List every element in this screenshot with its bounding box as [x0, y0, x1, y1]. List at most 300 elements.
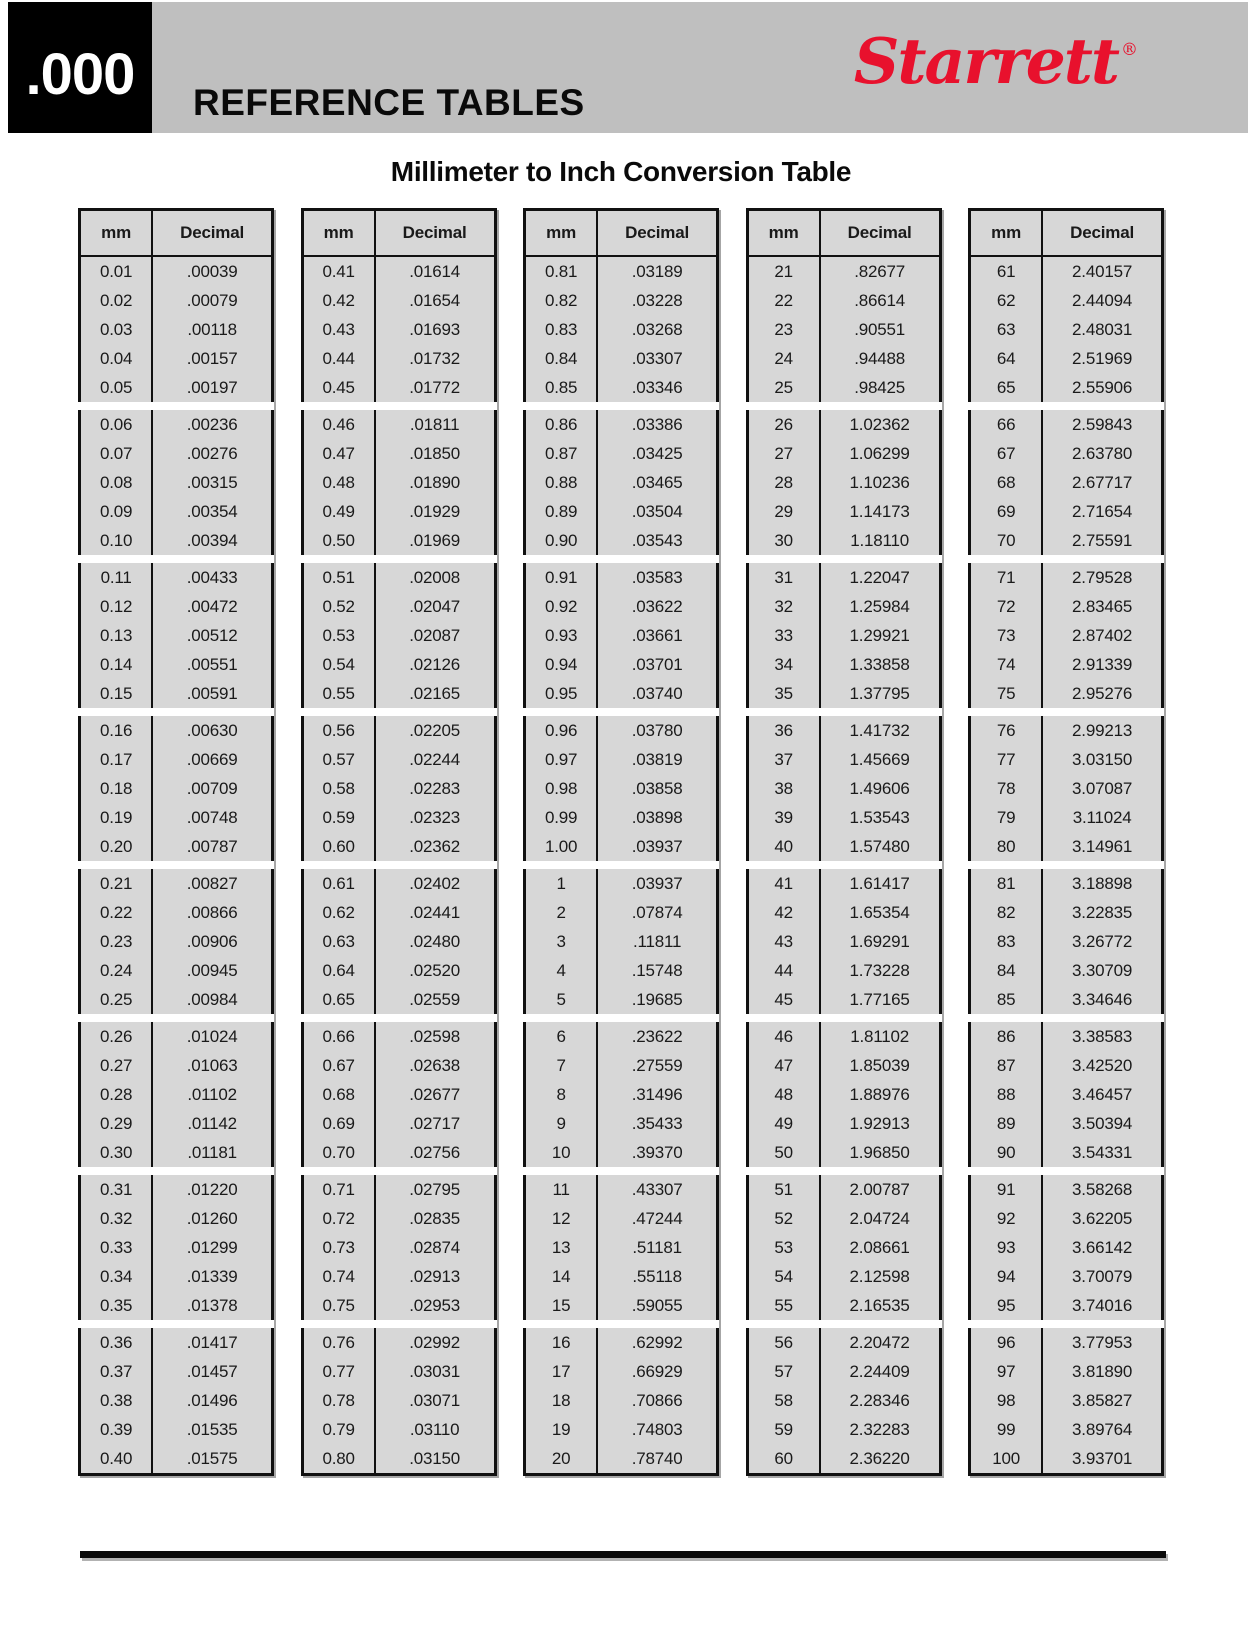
- table-row: [81, 1233, 271, 1262]
- decimal-value: 2.95276: [1072, 683, 1133, 703]
- decimal-value: .03386: [631, 414, 683, 434]
- table-row: [526, 1022, 716, 1051]
- table-row: [526, 832, 716, 861]
- mm-value: 0.54: [304, 650, 376, 679]
- table-row: [81, 898, 271, 927]
- mm-value: 0.31: [81, 1175, 153, 1204]
- table-row: [81, 563, 271, 592]
- mm-value: 30: [749, 526, 821, 555]
- decimal-value: .01378: [186, 1295, 238, 1315]
- column-header-mm: mm: [526, 211, 598, 255]
- mm-value: 0.24: [81, 956, 153, 985]
- table-row: [304, 650, 494, 679]
- table-row: [526, 410, 716, 439]
- column-header-decimal: Decimal: [625, 223, 689, 242]
- mm-value: 89: [971, 1109, 1043, 1138]
- decimal-value: .03661: [631, 625, 683, 645]
- table-row: [81, 679, 271, 708]
- decimal-value: 1.37795: [849, 683, 910, 703]
- decimal-value: .00591: [186, 683, 238, 703]
- table-row: [304, 869, 494, 898]
- table-row: [304, 985, 494, 1014]
- decimal-value: .00630: [186, 720, 238, 740]
- mm-value: 10: [526, 1138, 598, 1167]
- table-row: [81, 439, 271, 468]
- decimal-value: .03189: [631, 261, 683, 281]
- decimal-value: .00472: [186, 596, 238, 616]
- decimal-value: .82677: [854, 261, 905, 281]
- table-row: [971, 774, 1161, 803]
- mm-value: 14: [526, 1262, 598, 1291]
- decimal-value: 3.46457: [1072, 1084, 1133, 1104]
- decimal-value: 2.44094: [1072, 290, 1133, 310]
- mm-value: 5: [526, 985, 598, 1014]
- group-separator: [746, 1014, 942, 1022]
- mm-value: 73: [971, 621, 1043, 650]
- mm-value: 0.45: [304, 373, 376, 402]
- table-row: [81, 1415, 271, 1444]
- table-row: [304, 286, 494, 315]
- decimal-value: 1.02362: [849, 414, 910, 434]
- mm-value: 0.42: [304, 286, 376, 315]
- decimal-value: .00945: [186, 960, 238, 980]
- mm-value: 0.14: [81, 650, 153, 679]
- decimal-value: 2.36220: [849, 1448, 910, 1468]
- mm-value: 44: [749, 956, 821, 985]
- table-row: [526, 1415, 716, 1444]
- table-row: [81, 1328, 271, 1357]
- table-row: [304, 1138, 494, 1167]
- registered-trademark-symbol: ®: [1121, 40, 1138, 60]
- mm-value: 76: [971, 716, 1043, 745]
- table-row: [304, 373, 494, 402]
- table-row: [749, 563, 939, 592]
- decimal-value: .02795: [409, 1179, 460, 1199]
- decimal-value: .00984: [186, 989, 238, 1009]
- mm-value: 0.08: [81, 468, 153, 497]
- mm-value: 82: [971, 898, 1043, 927]
- decimal-value: .03307: [631, 348, 683, 368]
- column-header-mm: mm: [971, 211, 1043, 255]
- table-row: [971, 1051, 1161, 1080]
- decimal-value: 3.85827: [1072, 1390, 1133, 1410]
- decimal-value: .00433: [186, 567, 238, 587]
- mm-value: 0.11: [81, 563, 153, 592]
- decimal-value: 1.22047: [849, 567, 910, 587]
- decimal-value: .39370: [631, 1142, 683, 1162]
- table-row: [81, 1204, 271, 1233]
- table-row: [749, 344, 939, 373]
- table-row: [304, 1022, 494, 1051]
- mm-value: 55: [749, 1291, 821, 1320]
- decimal-value: 3.77953: [1072, 1332, 1133, 1352]
- decimal-value: .01220: [186, 1179, 238, 1199]
- decimal-value: 2.20472: [849, 1332, 910, 1352]
- table-row: [526, 745, 716, 774]
- group-separator: [301, 1014, 497, 1022]
- mm-value: 0.28: [81, 1080, 153, 1109]
- table-row: [81, 774, 271, 803]
- table-row: [971, 1328, 1161, 1357]
- decimal-value: .00827: [186, 873, 238, 893]
- mm-value: 0.19: [81, 803, 153, 832]
- decimal-value: .03543: [631, 530, 683, 550]
- mm-value: 0.72: [304, 1204, 376, 1233]
- decimal-value: .86614: [854, 290, 905, 310]
- table-row: [971, 497, 1161, 526]
- decimal-value: .01299: [186, 1237, 238, 1257]
- mm-value: 0.36: [81, 1328, 153, 1357]
- mm-value: 0.95: [526, 679, 598, 708]
- mm-value: 62: [971, 286, 1043, 315]
- decimal-value: .02992: [409, 1332, 460, 1352]
- decimal-value: .03898: [631, 807, 683, 827]
- group-separator: [523, 708, 719, 716]
- mm-value: 0.39: [81, 1415, 153, 1444]
- mm-value: 4: [526, 956, 598, 985]
- table-row: [304, 257, 494, 286]
- mm-value: 53: [749, 1233, 821, 1262]
- mm-value: 96: [971, 1328, 1043, 1357]
- mm-value: 43: [749, 927, 821, 956]
- decimal-value: .01102: [187, 1084, 237, 1104]
- table-row: [749, 439, 939, 468]
- table-row: [749, 650, 939, 679]
- conversion-table-5: [968, 208, 1164, 1476]
- group-separator: [968, 1167, 1164, 1175]
- decimal-value: .03465: [631, 472, 683, 492]
- table-row: [749, 679, 939, 708]
- decimal-value: .03346: [631, 377, 683, 397]
- mm-value: 0.62: [304, 898, 376, 927]
- mm-value: 13: [526, 1233, 598, 1262]
- decimal-value: 2.75591: [1072, 530, 1133, 550]
- table-row: [971, 1444, 1161, 1473]
- header-gray-band: [152, 2, 1248, 133]
- table-header-row: [526, 211, 716, 257]
- table-row: [81, 1357, 271, 1386]
- decimal-value: 1.45669: [849, 749, 910, 769]
- decimal-value: .02913: [409, 1266, 460, 1286]
- table-row: [526, 1204, 716, 1233]
- group-separator: [523, 1320, 719, 1328]
- mm-value: 88: [971, 1080, 1043, 1109]
- table-row: [304, 1415, 494, 1444]
- table-row: [304, 1386, 494, 1415]
- mm-value: 0.76: [304, 1328, 376, 1357]
- table-row: [971, 439, 1161, 468]
- mm-value: 0.56: [304, 716, 376, 745]
- group-separator: [78, 1320, 274, 1328]
- mm-value: 0.23: [81, 927, 153, 956]
- mm-value: 57: [749, 1357, 821, 1386]
- mm-value: 52: [749, 1204, 821, 1233]
- mm-value: 0.97: [526, 745, 598, 774]
- mm-value: 0.94: [526, 650, 598, 679]
- table-row: [971, 679, 1161, 708]
- table-row: [971, 468, 1161, 497]
- mm-value: 49: [749, 1109, 821, 1138]
- table-row: [304, 927, 494, 956]
- mm-value: 0.63: [304, 927, 376, 956]
- table-row: [526, 286, 716, 315]
- decimal-value: .31496: [631, 1084, 683, 1104]
- table-row: [971, 832, 1161, 861]
- column-header-mm: mm: [81, 211, 153, 255]
- mm-value: 0.67: [304, 1051, 376, 1080]
- table-row: [81, 650, 271, 679]
- mm-value: 0.27: [81, 1051, 153, 1080]
- decimal-value: 2.79528: [1072, 567, 1133, 587]
- table-row: [304, 1328, 494, 1357]
- decimal-value: .03031: [409, 1361, 460, 1381]
- section-title: REFERENCE TABLES: [193, 82, 585, 123]
- mm-value: 3: [526, 927, 598, 956]
- decimal-value: .00039: [186, 261, 238, 281]
- decimal-value: .03504: [631, 501, 683, 521]
- mm-value: 68: [971, 468, 1043, 497]
- table-row: [81, 286, 271, 315]
- mm-value: 0.85: [526, 373, 598, 402]
- table-row: [304, 563, 494, 592]
- table-row: [526, 956, 716, 985]
- decimal-value: 3.81890: [1072, 1361, 1133, 1381]
- decimal-value: .00354: [186, 501, 238, 521]
- decimal-value: .11811: [632, 931, 682, 951]
- table-row: [526, 898, 716, 927]
- mm-value: 0.25: [81, 985, 153, 1014]
- decimal-value: .01811: [409, 414, 460, 434]
- table-row: [971, 1109, 1161, 1138]
- group-separator: [523, 1167, 719, 1175]
- table-row: [81, 869, 271, 898]
- table-row: [304, 526, 494, 555]
- decimal-value: 3.11024: [1072, 807, 1132, 827]
- mm-value: 0.07: [81, 439, 153, 468]
- decimal-value: 3.70079: [1072, 1266, 1133, 1286]
- group-separator: [746, 1167, 942, 1175]
- group-separator: [523, 402, 719, 410]
- decimal-value: .27559: [631, 1055, 683, 1075]
- mm-value: 42: [749, 898, 821, 927]
- decimal-value: .00866: [186, 902, 238, 922]
- decimal-value: 2.00787: [849, 1179, 910, 1199]
- decimal-value: 2.51969: [1072, 348, 1133, 368]
- table-row: [304, 468, 494, 497]
- decimal-value: .02559: [409, 989, 460, 1009]
- mm-value: 75: [971, 679, 1043, 708]
- decimal-value: 2.67717: [1072, 472, 1133, 492]
- table-row: [526, 774, 716, 803]
- mm-value: 23: [749, 315, 821, 344]
- decimal-value: .01693: [409, 319, 460, 339]
- group-separator: [968, 555, 1164, 563]
- decimal-value: .02756: [409, 1142, 460, 1162]
- mm-value: 26: [749, 410, 821, 439]
- mm-value: 0.84: [526, 344, 598, 373]
- group-separator: [746, 861, 942, 869]
- mm-value: 0.15: [81, 679, 153, 708]
- table-row: [749, 1233, 939, 1262]
- decimal-value: .03858: [631, 778, 683, 798]
- decimal-value: .62992: [631, 1332, 683, 1352]
- mm-value: 77: [971, 745, 1043, 774]
- decimal-value: 1.81102: [850, 1026, 909, 1046]
- mm-value: 21: [749, 257, 821, 286]
- decimal-value: 2.55906: [1072, 377, 1133, 397]
- group-separator: [78, 555, 274, 563]
- table-row: [749, 832, 939, 861]
- decimal-value: .00394: [186, 530, 238, 550]
- table-header-row: [971, 211, 1161, 257]
- mm-value: 100: [971, 1444, 1043, 1473]
- table-row: [971, 1386, 1161, 1415]
- mm-value: 0.20: [81, 832, 153, 861]
- decimal-value: .00315: [186, 472, 238, 492]
- footer-rule: [80, 1551, 1166, 1558]
- group-separator: [746, 555, 942, 563]
- decimal-value: 1.14173: [849, 501, 910, 521]
- group-separator: [968, 1014, 1164, 1022]
- group-separator: [301, 708, 497, 716]
- table-row: [81, 526, 271, 555]
- table-row: [526, 1444, 716, 1473]
- decimal-value: .01496: [186, 1390, 238, 1410]
- decimal-value: 2.48031: [1072, 319, 1133, 339]
- group-separator: [78, 1014, 274, 1022]
- decimal-value: 3.89764: [1072, 1419, 1133, 1439]
- mm-value: 72: [971, 592, 1043, 621]
- mm-value: 67: [971, 439, 1043, 468]
- decimal-value: 1.49606: [849, 778, 910, 798]
- mm-value: 7: [526, 1051, 598, 1080]
- mm-value: 95: [971, 1291, 1043, 1320]
- mm-value: 22: [749, 286, 821, 315]
- table-row: [81, 497, 271, 526]
- decimal-value: .02598: [409, 1026, 460, 1046]
- table-row: [526, 468, 716, 497]
- mm-value: 31: [749, 563, 821, 592]
- decimal-value: .03701: [631, 654, 683, 674]
- mm-value: 46: [749, 1022, 821, 1051]
- decimal-value: .00118: [187, 319, 237, 339]
- table-row: [81, 1051, 271, 1080]
- table-row: [526, 592, 716, 621]
- decimal-value: 2.16535: [849, 1295, 910, 1315]
- mm-value: 0.34: [81, 1262, 153, 1291]
- mm-value: 0.13: [81, 621, 153, 650]
- mm-value: 71: [971, 563, 1043, 592]
- table-row: [749, 1328, 939, 1357]
- decimal-value: 3.66142: [1072, 1237, 1133, 1257]
- table-row: [304, 410, 494, 439]
- mm-value: 98: [971, 1386, 1043, 1415]
- decimal-value: .47244: [631, 1208, 683, 1228]
- table-row: [971, 1175, 1161, 1204]
- mm-value: 56: [749, 1328, 821, 1357]
- mm-value: 0.89: [526, 497, 598, 526]
- mm-value: 0.04: [81, 344, 153, 373]
- table-row: [526, 869, 716, 898]
- mm-value: 91: [971, 1175, 1043, 1204]
- table-row: [749, 716, 939, 745]
- table-row: [526, 373, 716, 402]
- table-row: [304, 1175, 494, 1204]
- decimal-value: 2.40157: [1072, 261, 1133, 281]
- mm-value: 86: [971, 1022, 1043, 1051]
- decimal-value: .01181: [187, 1142, 237, 1162]
- table-row: [304, 1051, 494, 1080]
- mm-value: 27: [749, 439, 821, 468]
- decimal-value: 1.29921: [849, 625, 910, 645]
- table-row: [81, 803, 271, 832]
- decimal-value: 3.54331: [1072, 1142, 1133, 1162]
- decimal-value: 1.25984: [849, 596, 910, 616]
- table-row: [971, 344, 1161, 373]
- decimal-value: .01850: [409, 443, 460, 463]
- decimal-value: .02402: [409, 873, 460, 893]
- decimal-value: 1.53543: [849, 807, 910, 827]
- conversion-table-1: [78, 208, 274, 1476]
- decimal-value: 2.63780: [1072, 443, 1133, 463]
- table-row: [526, 1080, 716, 1109]
- decimal-value: .74803: [631, 1419, 683, 1439]
- decimal-value: .01654: [409, 290, 460, 310]
- table-row: [81, 745, 271, 774]
- mm-value: 0.53: [304, 621, 376, 650]
- mm-value: 8: [526, 1080, 598, 1109]
- decimal-value: 3.03150: [1072, 749, 1133, 769]
- column-header-decimal: Decimal: [180, 223, 244, 242]
- conversion-tables-container: [78, 208, 1164, 1476]
- table-row: [304, 592, 494, 621]
- page-header-banner: [8, 2, 1248, 133]
- mm-value: 70: [971, 526, 1043, 555]
- decimal-value: .01024: [186, 1026, 238, 1046]
- mm-value: 0.29: [81, 1109, 153, 1138]
- group-separator: [968, 1320, 1164, 1328]
- decimal-value: .19685: [631, 989, 683, 1009]
- mm-value: 0.32: [81, 1204, 153, 1233]
- mm-value: 0.57: [304, 745, 376, 774]
- mm-value: 16: [526, 1328, 598, 1357]
- decimal-value: 2.87402: [1072, 625, 1133, 645]
- decimal-value: .02441: [409, 902, 460, 922]
- table-row: [749, 373, 939, 402]
- mm-value: 9: [526, 1109, 598, 1138]
- mm-value: 0.22: [81, 898, 153, 927]
- mm-value: 50: [749, 1138, 821, 1167]
- decimal-value: .01535: [186, 1419, 238, 1439]
- table-row: [749, 1444, 939, 1473]
- table-row: [304, 803, 494, 832]
- mm-value: 0.87: [526, 439, 598, 468]
- table-row: [749, 1022, 939, 1051]
- decimal-value: .01890: [409, 472, 460, 492]
- table-row: [749, 315, 939, 344]
- mm-value: 0.48: [304, 468, 376, 497]
- mm-value: 0.26: [81, 1022, 153, 1051]
- decimal-value: .00748: [186, 807, 238, 827]
- mm-value: 25: [749, 373, 821, 402]
- table-row: [81, 468, 271, 497]
- page-title: Millimeter to Inch Conversion Table: [390, 156, 852, 187]
- table-row: [971, 1022, 1161, 1051]
- decimal-value: .02362: [409, 836, 460, 856]
- table-row: [526, 1138, 716, 1167]
- table-row: [749, 468, 939, 497]
- decimal-value: .94488: [854, 348, 905, 368]
